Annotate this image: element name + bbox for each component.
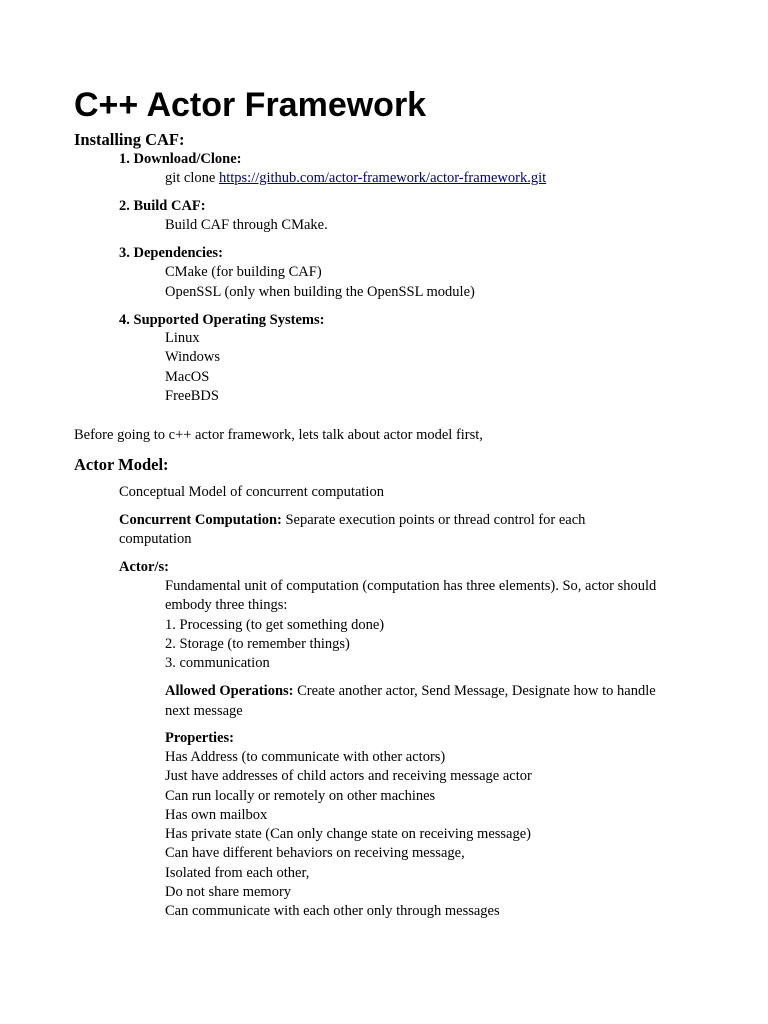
repo-link[interactable]: https://github.com/actor-framework/actor-framework.git (218, 170, 547, 186)
allowed-text: Create another actor, Send Message, Designate how to handle (293, 683, 656, 699)
actors-heading: Actor/s: (119, 559, 169, 575)
concurrent-label: Concurrent Computation: (119, 512, 282, 528)
concurrent-line1 (119, 513, 585, 528)
intro-text: Before going to c++ actor framework, lets talk about actor model first, (74, 427, 483, 443)
git-clone-line (165, 171, 546, 186)
property-item: Can have different behaviors on receiving message, (165, 845, 465, 861)
os-item: MacOS (165, 369, 210, 385)
property-item: Has own mailbox (165, 807, 268, 823)
conceptual-text: Conceptual Model of concurrent computation (119, 484, 384, 500)
property-item: Do not share memory (165, 884, 292, 900)
concurrent-text: Separate execution points or thread control for each (281, 512, 586, 528)
build-heading: 2. Build CAF: (119, 198, 206, 214)
property-item: Isolated from each other, (165, 865, 310, 881)
deps-item: CMake (for building CAF) (165, 264, 322, 280)
installing-heading: Installing CAF: (74, 130, 185, 149)
page-title: C++ Actor Framework (74, 86, 427, 124)
concurrent-line2: computation (119, 531, 192, 547)
actors-line: 2. Storage (to remember things) (165, 636, 350, 652)
os-item: Windows (165, 349, 220, 365)
os-item: Linux (165, 330, 200, 346)
actors-line: 1. Processing (to get something done) (165, 617, 385, 633)
os-item: FreeBDS (165, 388, 219, 404)
git-clone-prefix: git clone (165, 170, 219, 186)
property-item: Has private state (Can only change state on receiving message) (165, 826, 531, 842)
allowed-label: Allowed Operations: (165, 683, 294, 699)
property-item: Can communicate with each other only through messages (165, 903, 500, 919)
allowed-line2: next message (165, 703, 243, 719)
property-item: Has Address (to communicate with other actors) (165, 749, 446, 765)
deps-heading: 3. Dependencies: (119, 245, 223, 261)
actors-line: embody three things: (165, 597, 288, 613)
actors-line: 3. communication (165, 655, 270, 671)
actor-model-heading: Actor Model: (74, 455, 169, 474)
properties-heading: Properties: (165, 730, 234, 746)
property-item: Can run locally or remotely on other machines (165, 788, 436, 804)
download-heading: 1. Download/Clone: (119, 151, 242, 167)
build-text: Build CAF through CMake. (165, 217, 328, 233)
property-item: Just have addresses of child actors and receiving message actor (165, 768, 532, 784)
allowed-line1 (165, 684, 656, 699)
deps-item: OpenSSL (only when building the OpenSSL module) (165, 284, 475, 300)
actors-line: Fundamental unit of computation (computation has three elements). So, actor should (165, 578, 657, 594)
os-heading: 4. Supported Operating Systems: (119, 312, 325, 328)
